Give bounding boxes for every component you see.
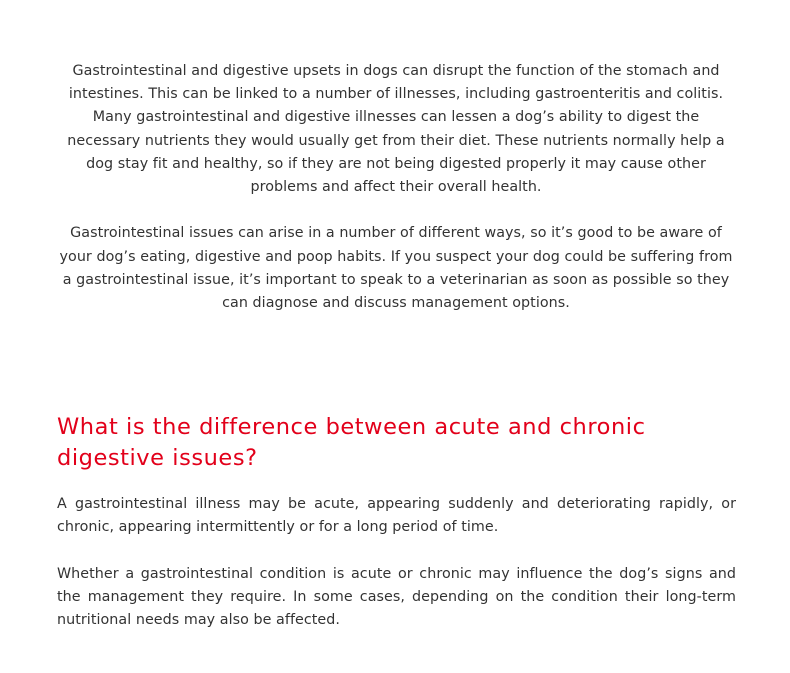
acute-vs-chronic-section [57,412,736,655]
intro-text-block [57,60,735,338]
section-paragraph: A gastrointestinal illness may be acute, appearing suddenly and deteriorating rapidly, or chronic, appearing intermittently or for a long period of time. [57,496,736,536]
intro-paragraph: Gastrointestinal and digestive upsets in dogs can disrupt the function of the stomach and intestines. This can be linked to a number of illnesses, including gastroenteritis and colitis. Many gastrointestinal and digestive illnesses can lessen a dog’s ability to digest the necessary nutrients they would usually get from their diet. These nutrients normally help a dog stay fit and healthy, so if they are not being digested properly it may cause other problems and affect their overall health. [67,63,725,196]
intro-paragraph: Gastrointestinal issues can arise in a number of different ways, so it’s good to be aware of your dog’s eating, digestive and poop habits. If you suspect your dog could be suffering from a gastrointestinal issue, it’s important to speak to a veterinarian as soon as possible so they can diagnose and discuss management options. [59,225,733,312]
section-heading: What is the difference between acute and chronic digestive issues? [57,414,646,471]
section-paragraph: Whether a gastrointestinal condition is acute or chronic may influence the dog’s signs and the management they require. In some cases, depending on the condition their long-term nutritional needs may also be affected. [57,565,736,628]
